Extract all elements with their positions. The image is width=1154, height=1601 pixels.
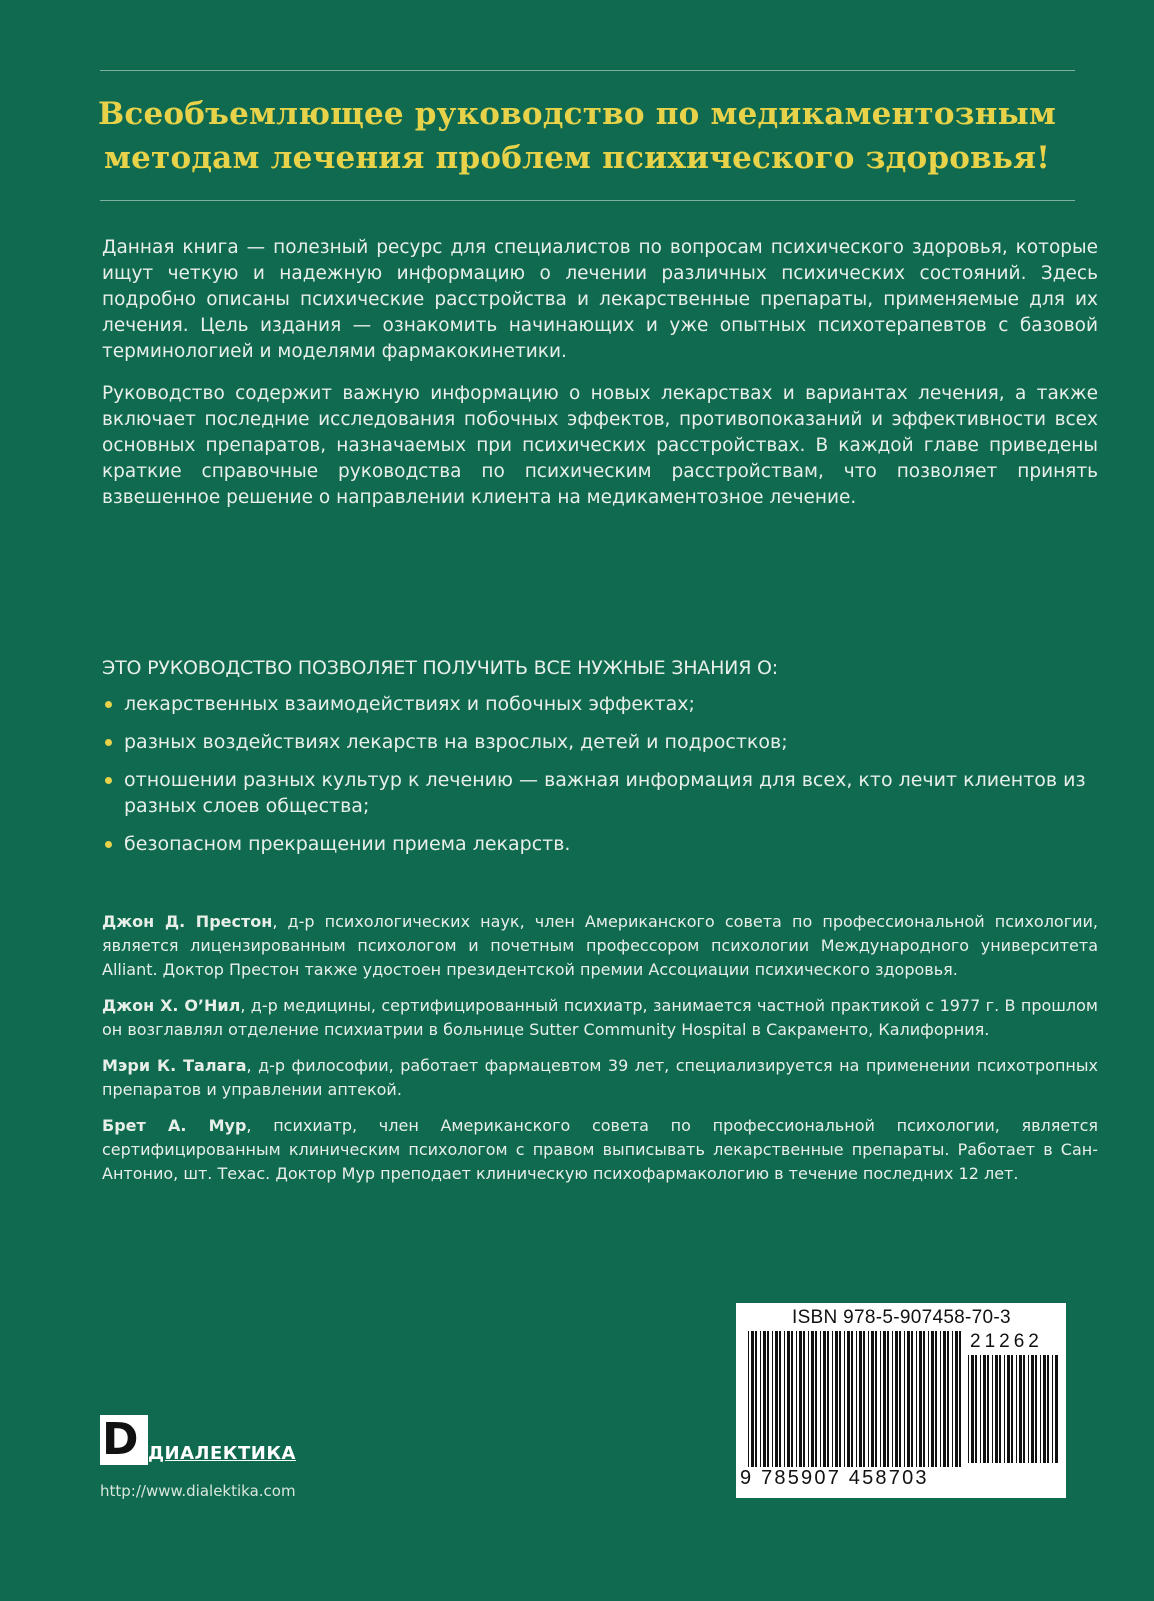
barcode-bar	[875, 1331, 877, 1467]
headline-line-2: методам лечения проблем психического здоровья!	[103, 140, 1050, 176]
barcode-bar	[907, 1331, 910, 1467]
barcode-bar	[815, 1331, 817, 1467]
barcode-bar	[1011, 1355, 1013, 1463]
barcode-bar	[968, 1355, 969, 1463]
list-title: ЭТО РУКОВОДСТВО ПОЗВОЛЯЕТ ПОЛУЧИТЬ ВСЕ НУЖНЫЕ ЗНАНИЯ О:	[102, 657, 778, 679]
barcode-bar	[975, 1355, 977, 1463]
barcode-bar	[1047, 1355, 1049, 1463]
barcode-bar	[827, 1331, 829, 1467]
publisher-url-link[interactable]: http://www.dialektika.com	[100, 1482, 296, 1500]
author-bio-text: , д-р психологических наук, член Американского совета по профессиональной психологии, является лицензированным психологом и почетным профессором психологии Международного университета Alliant. Доктор Престон также удостоен президентской премии Ассоциации психического здоровья.	[102, 912, 1099, 979]
barcode-bar	[796, 1331, 797, 1467]
barcode-bar	[995, 1355, 998, 1463]
barcode-bar	[803, 1331, 805, 1467]
list-item	[102, 831, 1098, 857]
author-bio-2	[102, 994, 1098, 1042]
barcode-bar	[1028, 1355, 1029, 1463]
barcode-bar	[883, 1331, 886, 1467]
barcode-bar	[868, 1331, 869, 1467]
list-item	[102, 729, 1098, 755]
barcode-bar	[863, 1331, 865, 1467]
barcode-bar	[947, 1331, 949, 1467]
list-item-text: разных воздействиях лекарств на взрослых, детей и подростков;	[124, 731, 788, 753]
barcode-bar	[1016, 1355, 1017, 1463]
author-name: Мэри К. Талага	[102, 1056, 247, 1075]
barcode-bar	[839, 1331, 841, 1467]
barcode-bar	[847, 1331, 850, 1467]
bullet-icon	[105, 739, 112, 746]
barcode-bar	[787, 1331, 790, 1467]
barcode-bar	[904, 1331, 905, 1467]
barcode-main-bars	[748, 1331, 962, 1471]
author-name: Брет А. Мур	[102, 1116, 247, 1135]
bullet-icon	[105, 701, 112, 708]
barcode-bar	[779, 1331, 781, 1467]
barcode-bar	[859, 1331, 862, 1467]
barcode-addon-bars	[968, 1355, 1058, 1465]
barcode-bar	[992, 1355, 993, 1463]
barcode-bar	[811, 1331, 814, 1467]
bullet-icon	[105, 841, 112, 848]
barcode-bar	[791, 1331, 793, 1467]
publisher-logo[interactable]	[100, 1415, 340, 1475]
description-paragraph-2: Руководство содержит важную информацию о новых лекарствах и вариантах лечения, а также включает последние исследования побочных эффектов, противопоказаний и эффективности всех основных препаратов, назначаемых при психических расстройствах. В каждой главе приведены краткие справочные руководства по психическим расстройствам, что позволяет принять взвешенное решение о направлении клиента на медикаментозное лечение.	[102, 383, 1098, 508]
barcode-bar	[1007, 1355, 1010, 1463]
barcode-bar	[880, 1331, 881, 1467]
list-item-text: отношении разных культур к лечению — важная информация для всех, кто лечит клиентов из разных слоев общества;	[124, 769, 1086, 817]
barcode-bar	[763, 1331, 766, 1467]
barcode-bar	[980, 1355, 981, 1463]
authors-section	[102, 910, 1098, 1198]
barcode-bar	[943, 1331, 946, 1467]
author-bio-text: , д-р философии, работает фармацевтом 39 лет, специализируется на применении психотропных препаратов и управлении аптекой.	[102, 1056, 1098, 1099]
barcode-bar	[935, 1331, 937, 1467]
isbn-label: ISBN 978-5-907458-70-3	[792, 1307, 1011, 1328]
barcode-bar	[955, 1331, 958, 1467]
barcode-bar	[1004, 1355, 1005, 1463]
author-name: Джон Х. О’Нил	[102, 996, 241, 1015]
barcode-bar	[899, 1331, 901, 1467]
top-rule	[100, 70, 1075, 71]
barcode-bar	[820, 1331, 821, 1467]
barcode-bar	[844, 1331, 845, 1467]
author-bio-1	[102, 910, 1098, 982]
barcode-bar	[1019, 1355, 1022, 1463]
barcode-digits: 9 785907 458703	[740, 1467, 929, 1489]
barcode-bar	[871, 1331, 874, 1467]
barcode-bar	[887, 1331, 889, 1467]
barcode-bar	[1055, 1355, 1058, 1463]
author-bio-3	[102, 1054, 1098, 1102]
publisher-name: ДИАЛЕКТИКА	[148, 1443, 296, 1464]
list-item	[102, 767, 1098, 819]
headline-rule	[100, 200, 1075, 201]
author-name: Джон Д. Престон	[102, 912, 273, 931]
barcode-bar	[1040, 1355, 1041, 1463]
barcode-bar	[952, 1331, 953, 1467]
knowledge-list	[102, 691, 1098, 857]
barcode-bar	[999, 1355, 1001, 1463]
knowledge-list-section	[102, 655, 1098, 869]
barcode-bar	[751, 1331, 754, 1467]
barcode-bar	[823, 1331, 826, 1467]
barcode-bar	[775, 1331, 778, 1467]
barcode-bar	[1023, 1355, 1025, 1463]
barcode-bar	[895, 1331, 898, 1467]
barcode-bar	[772, 1331, 773, 1467]
headline-line-1: Всеобъемлющее руководство по медикаментозным	[97, 96, 1056, 132]
barcode-bar	[856, 1331, 857, 1467]
barcode-bar	[1043, 1355, 1046, 1463]
author-bio-text: , психиатр, член Американского совета по профессиональной психологии, является сертифицированным клиническим психологом с правом выписывать лекарственные препараты. Работает в Сан-Антонио, шт. Техас. Доктор Мур преподает клиническую психофармакологию в течение последних 12 лет.	[102, 1116, 1098, 1183]
barcode-bar	[835, 1331, 838, 1467]
headline	[80, 92, 1074, 180]
description-paragraph-1: Данная книга — полезный ресурс для специалистов по вопросам психического здоровья, которые ищут четкую и надежную информацию о лечении различных психических состояний. Здесь подробно описаны психические расстройства и лекарственные препараты, применяемые для их лечения. Цель издания — ознакомить начинающих и уже опытных психотерапевтов с базовой терминологией и моделями фармакокинетики.	[102, 237, 1098, 362]
isbn-barcode	[736, 1303, 1066, 1498]
list-item-text: безопасном прекращении приема лекарств.	[124, 833, 571, 855]
barcode-bar	[832, 1331, 833, 1467]
barcode-bar	[983, 1355, 986, 1463]
barcode-bar	[799, 1331, 802, 1467]
barcode-bar	[1035, 1355, 1037, 1463]
barcode-bar	[808, 1331, 809, 1467]
bullet-icon	[105, 777, 112, 784]
barcode-bar	[916, 1331, 917, 1467]
author-bio-text: , д-р медицины, сертифицированный психиатр, занимается частной практикой с 1977 г. В прошлом он возглавлял отделение психиатрии в больнице Sutter Community Hospital в Сакраменто, Калифорния.	[102, 996, 1098, 1039]
barcode-bar	[931, 1331, 934, 1467]
publisher-logo-mark: D	[100, 1415, 148, 1465]
barcode-bar	[928, 1331, 929, 1467]
barcode-bar	[760, 1331, 761, 1467]
list-item-text: лекарственных взаимодействиях и побочных эффектах;	[124, 693, 695, 715]
barcode-bar	[987, 1355, 989, 1463]
list-item	[102, 691, 1098, 717]
barcode-bar	[784, 1331, 785, 1467]
barcode-bar	[911, 1331, 913, 1467]
barcode-bar	[748, 1331, 749, 1467]
barcode-bar	[959, 1331, 961, 1467]
author-bio-4	[102, 1114, 1098, 1186]
barcode-bar	[851, 1331, 853, 1467]
barcode-bar	[919, 1331, 922, 1467]
barcode-bar	[755, 1331, 757, 1467]
barcode-bar	[892, 1331, 893, 1467]
barcode-bar	[767, 1331, 769, 1467]
barcode-bar	[923, 1331, 925, 1467]
barcode-bar	[971, 1355, 974, 1463]
description-section	[102, 235, 1098, 527]
barcode-bar	[1052, 1355, 1053, 1463]
addon-digits: 21262	[970, 1331, 1043, 1352]
barcode-bar	[940, 1331, 941, 1467]
barcode-bar	[1031, 1355, 1034, 1463]
